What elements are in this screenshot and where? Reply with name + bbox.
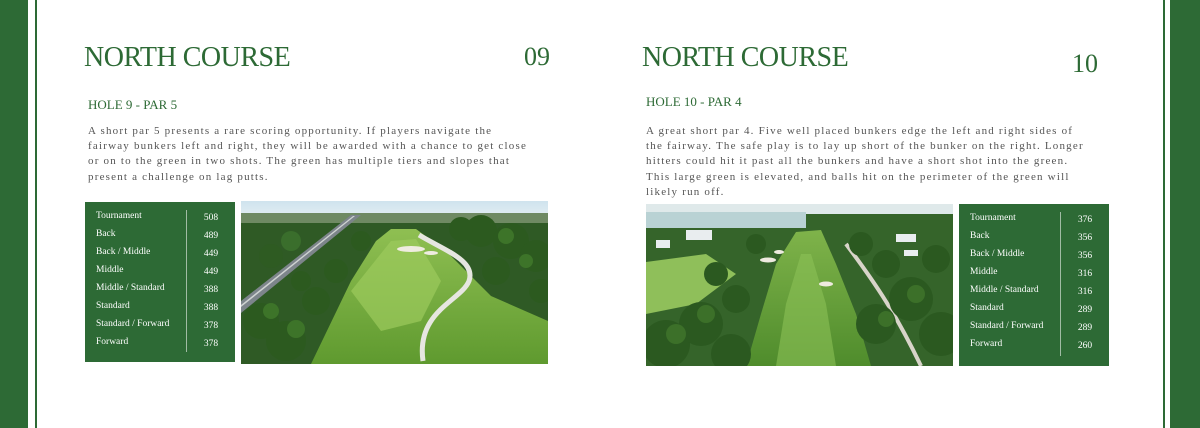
yardage-row: [959, 303, 1109, 321]
yardage-row: [85, 229, 235, 247]
hole-heading: HOLE 9 - PAR 5: [88, 97, 178, 112]
yardage-value: 356: [1077, 251, 1093, 261]
hole-heading: HOLE 10 - PAR 4: [646, 94, 742, 109]
yardage-row: [85, 247, 235, 265]
course-title: NORTH COURSE: [84, 42, 291, 73]
yardage-value: 376: [1077, 215, 1093, 225]
page-hole-10: [600, 0, 1200, 428]
yardage-value: 388: [203, 303, 219, 313]
yardage-value: 449: [203, 249, 219, 259]
yardage-value: 388: [203, 285, 219, 295]
yardage-value: 489: [203, 231, 219, 241]
yardage-row: [85, 319, 235, 337]
course-title: NORTH COURSE: [642, 42, 849, 73]
yardage-value: 289: [1077, 323, 1093, 333]
page-number: 09: [524, 42, 550, 71]
hole-9-aerial-photo: [241, 201, 548, 364]
yardage-value: 316: [1077, 269, 1093, 279]
tee-label: Back / Middle: [96, 247, 151, 257]
yardage-value: 356: [1077, 233, 1093, 243]
yardage-value: 508: [203, 213, 219, 223]
tee-label: Forward: [96, 337, 129, 347]
tee-label: Standard / Forward: [96, 319, 170, 329]
yardage-row: [959, 321, 1109, 339]
yardage-row: [85, 301, 235, 319]
page-number: 10: [1072, 49, 1098, 78]
yardage-value: 289: [1077, 305, 1093, 315]
tee-label: Middle: [970, 267, 998, 277]
hole-description: A short par 5 presents a rare scoring opportunity. If players navigate the fairway bunkers left and right, they will be awarded with a chance to get close or on to the green in two shots. The green has multiple tiers and slopes that present a challenge on lag putts.: [88, 125, 528, 183]
yardage-row: [959, 267, 1109, 285]
tee-label: Middle: [96, 265, 124, 275]
yardage-row: [85, 337, 235, 355]
yardage-row: [85, 265, 235, 283]
yardage-table: [85, 202, 235, 362]
tee-label: Tournament: [970, 213, 1016, 223]
yardage-row: [85, 211, 235, 229]
yardage-row: [959, 231, 1109, 249]
tee-label: Middle / Standard: [96, 283, 165, 293]
tee-label: Forward: [970, 339, 1003, 349]
yardage-value: 449: [203, 267, 219, 277]
tee-label: Back / Middle: [970, 249, 1025, 259]
yardage-row: [959, 249, 1109, 267]
tee-label: Middle / Standard: [970, 285, 1039, 295]
tee-label: Back: [970, 231, 990, 241]
tee-label: Back: [96, 229, 116, 239]
yardage-row: [959, 285, 1109, 303]
yardage-value: 378: [203, 321, 219, 331]
hole-description: A great short par 4. Five well placed bunkers edge the left and right sides of the fairway. The safe play is to lay up short of the bunker on the right. Longer hitters could hit it past all the bunkers and have a short shot into the green. This large green is elevated, and balls hit on the perimeter of the green will likely run off.: [646, 125, 1084, 198]
yardage-value: 316: [1077, 287, 1093, 297]
yardage-row: [959, 339, 1109, 357]
yardage-value: 260: [1077, 341, 1093, 351]
yardage-table: [959, 204, 1109, 366]
yardage-value: 378: [203, 339, 219, 349]
tee-label: Standard / Forward: [970, 321, 1044, 331]
tee-label: Tournament: [96, 211, 142, 221]
tee-label: Standard: [970, 303, 1004, 313]
yardage-row: [959, 213, 1109, 231]
yardage-row: [85, 283, 235, 301]
hole-10-aerial-photo: [646, 204, 953, 366]
tee-label: Standard: [96, 301, 130, 311]
